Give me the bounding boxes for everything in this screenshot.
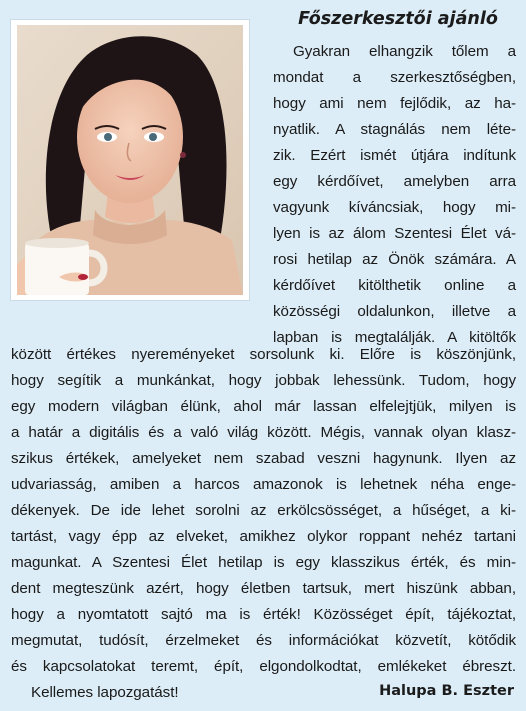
body-line: között értékes nyereményeket sorsolunk ki. Előre is köszönjünk,	[11, 346, 516, 363]
body-line: nyatlik. A stagnálás nem léte-	[273, 121, 516, 138]
body-line: megmutat, tudósít, érzelmeket és információkat közvetít, kötődik	[11, 632, 516, 649]
body-line: mondat a szerkesztőségben,	[273, 69, 516, 86]
body-line: hogy segítik a munkánkat, hogy jobbak lehessünk. Tudom, hogy	[11, 372, 516, 389]
body-line: dékenyek. De ide lehet sorolni az erkölcsösséget, a hűséget, a ki-	[11, 502, 516, 519]
body-line: udvariasság, amiben a harcos amazonok is lehetnek néha enge-	[11, 476, 516, 493]
body-line: magunkat. A Szentesi Élet hetilap is egy klasszikus érték, és min-	[11, 554, 516, 571]
body-line: egy modern világban élünk, ahol már lassan elfelejtjük, milyen is	[11, 398, 516, 415]
body-line: hogy a nyomtatott sajtó ma is érték! Közösséget épít, tájékoztat,	[11, 606, 516, 623]
author-signature: Halupa B. Eszter	[379, 683, 514, 699]
body-line: Gyakran elhangzik tőlem a	[293, 43, 516, 60]
author-photo-frame	[11, 20, 249, 300]
body-line: szikus értékek, amelyeket nem szabad veszni hagynunk. Ilyen az	[11, 450, 516, 467]
body-line: lapban is megtalálják. A kitöltők	[273, 329, 516, 346]
body-line: közösségi oldalunkon, illetve a	[273, 303, 516, 320]
body-line: zik. Ezért ismét útjára indítunk	[273, 147, 516, 164]
closing-line: Kellemes lapozgatást!	[31, 684, 179, 701]
body-line: kérdőívet kitölthetik online a	[273, 277, 516, 294]
body-line: rosi hetilap az Önök számára. A	[273, 251, 516, 268]
body-line: tartást, vagy épp az elveket, amikhez olykor roppant nehéz tartani	[11, 528, 516, 545]
body-line: egy kérdőívet, amelyben arra	[273, 173, 516, 190]
body-line: hogy ami nem fejlődik, az ha-	[273, 95, 516, 112]
author-photo	[17, 25, 243, 295]
body-line: vagyunk kíváncsiak, hogy mi-	[273, 199, 516, 216]
body-line: és kapcsolatokat teremt, épít, elgondolkodtat, emlékeket ébreszt.	[11, 658, 516, 675]
body-line: a határ a digitális és a való világ között. Mégis, vannak olyan klasz-	[11, 424, 516, 441]
body-line: lyen is az álom Szentesi Élet vá-	[273, 225, 516, 242]
body-line: dent megteszünk azért, hogy életben tartsuk, mert hiszünk abban,	[11, 580, 516, 597]
column-title: Főszerkesztői ajánló	[298, 9, 498, 29]
